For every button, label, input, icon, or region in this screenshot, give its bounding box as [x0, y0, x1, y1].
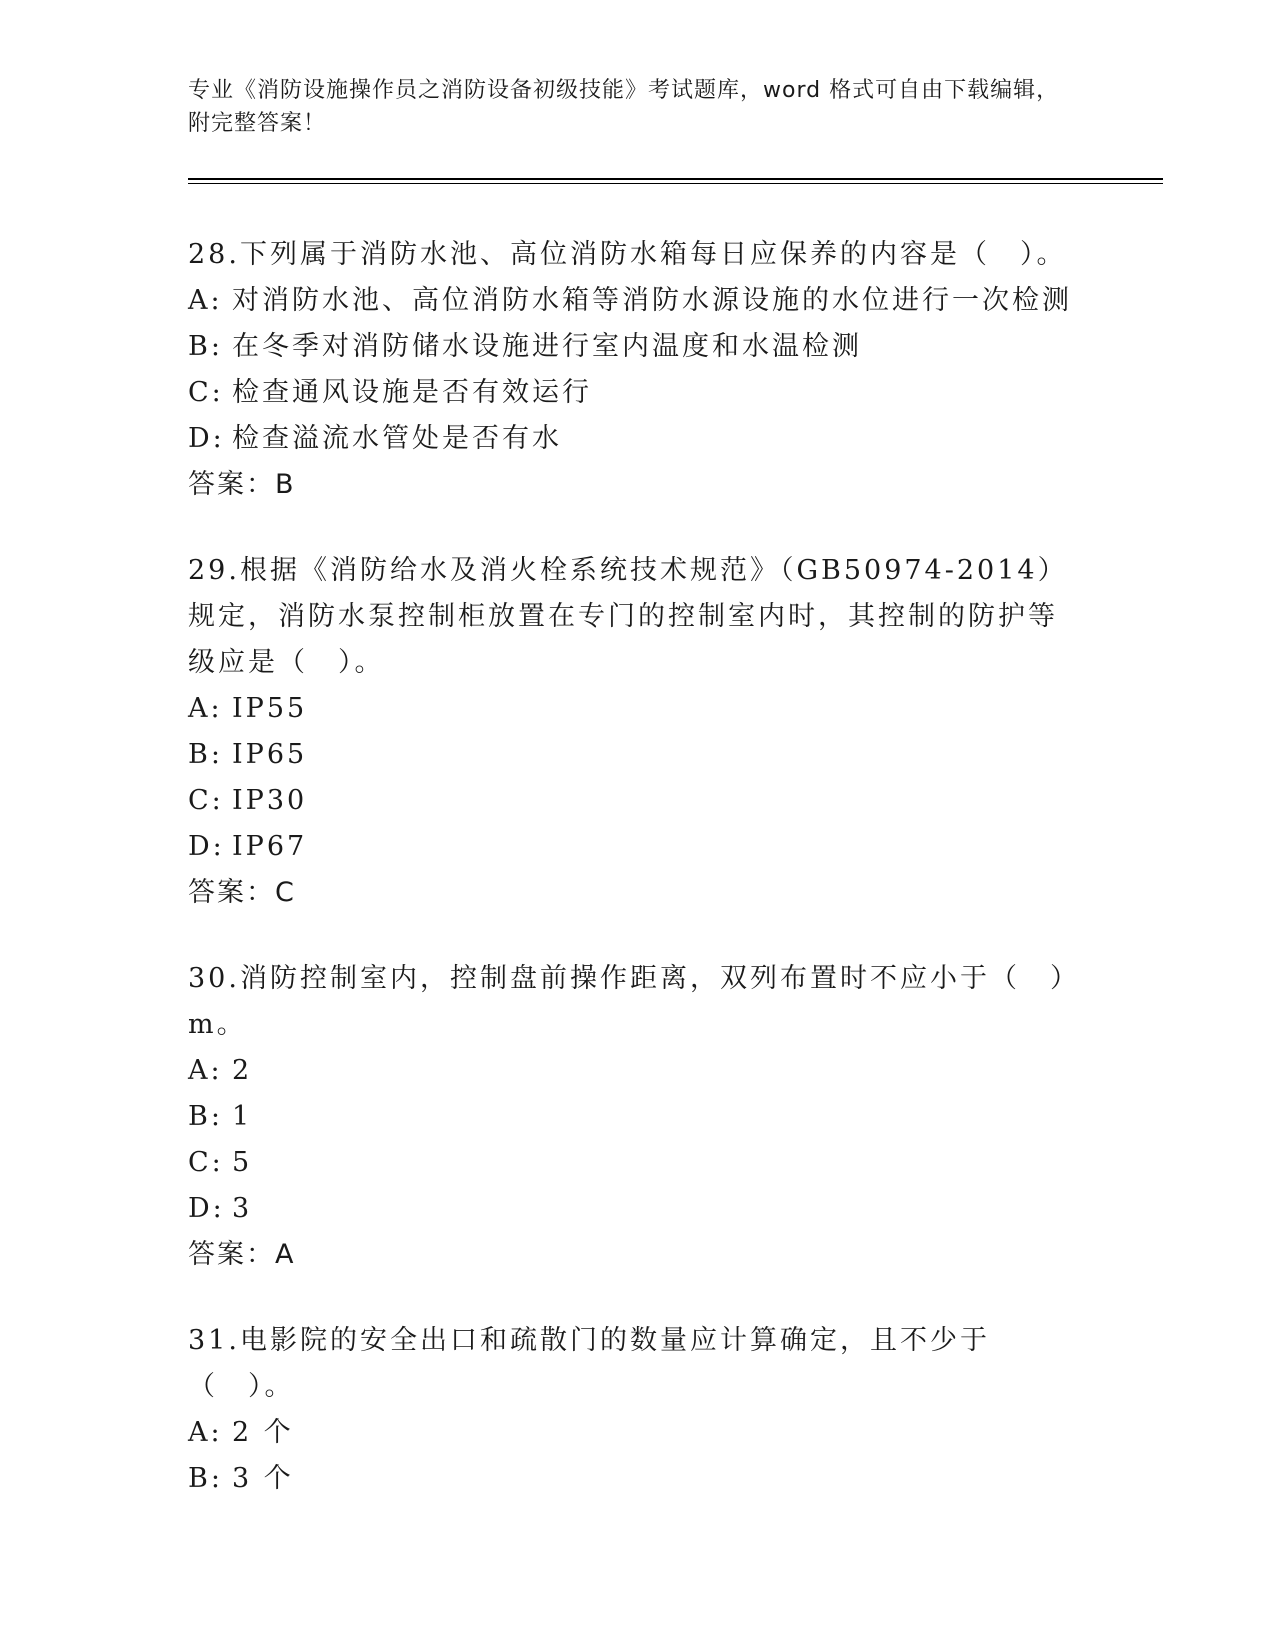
option-letter: A: — [188, 1055, 223, 1086]
option-text: IP30 — [232, 785, 308, 816]
option-text: 1 — [232, 1101, 253, 1132]
option-text: IP67 — [232, 831, 308, 862]
question-list — [188, 232, 1072, 1542]
option-text: 2 个 — [232, 1417, 294, 1448]
option-c — [188, 778, 1068, 824]
header-rule-thick — [188, 178, 1163, 180]
option-letter: A: — [188, 1417, 223, 1448]
option-letter: A: — [188, 693, 223, 724]
option-letter: B: — [188, 331, 223, 362]
option-letter: B: — [188, 1101, 223, 1132]
option-b — [188, 1456, 1068, 1502]
question-31 — [188, 1318, 1068, 1502]
option-letter: B: — [188, 1463, 223, 1494]
option-d — [188, 1186, 1068, 1232]
answer-label: 答案：B — [188, 469, 296, 500]
question-stem: 29.根据《消防给水及消火栓系统技术规范》（GB50974-2014）规定，消防水泵控制柜放置在专门的控制室内时，其控制的防护等级应是（ ）。 — [188, 555, 1068, 678]
option-a — [188, 278, 1072, 324]
question-30 — [188, 956, 1068, 1278]
option-letter: A: — [188, 285, 223, 316]
option-c — [188, 370, 1068, 416]
option-b — [188, 1094, 1068, 1140]
option-letter: D: — [188, 423, 225, 454]
option-letter: C: — [188, 377, 224, 408]
option-letter: D: — [188, 1193, 225, 1224]
option-d — [188, 824, 1068, 870]
option-text: IP65 — [232, 739, 308, 770]
option-text: 检查溢流水管处是否有水 — [232, 423, 562, 454]
option-text: IP55 — [232, 693, 308, 724]
option-text: 3 个 — [232, 1463, 294, 1494]
question-29 — [188, 548, 1068, 916]
option-letter: D: — [188, 831, 225, 862]
option-letter: C: — [188, 1147, 224, 1178]
answer-label: 答案：A — [188, 1239, 296, 1270]
option-letter: B: — [188, 739, 223, 770]
option-text: 3 — [232, 1193, 253, 1224]
option-text: 检查通风设施是否有效运行 — [232, 377, 592, 408]
option-a — [188, 1048, 1068, 1094]
option-text: 5 — [232, 1147, 253, 1178]
header-rule-thin — [188, 183, 1163, 184]
option-c — [188, 1140, 1068, 1186]
option-letter: C: — [188, 785, 224, 816]
document-header: 专业《消防设施操作员之消防设备初级技能》考试题库，word 格式可自由下载编辑，附完整答案！ — [188, 78, 1060, 136]
answer-label: 答案：C — [188, 877, 296, 908]
option-text: 2 — [232, 1055, 253, 1086]
option-text: 在冬季对消防储水设施进行室内温度和水温检测 — [232, 331, 862, 362]
question-28 — [188, 232, 1072, 508]
option-d — [188, 416, 1068, 462]
question-stem: 30.消防控制室内，控制盘前操作距离，双列布置时不应小于（ ）m。 — [188, 963, 1067, 1040]
option-a — [188, 686, 1068, 732]
question-stem: 28.下列属于消防水池、高位消防水箱每日应保养的内容是（ ）。 — [188, 239, 1067, 270]
option-b — [188, 324, 1068, 370]
option-b — [188, 732, 1068, 778]
option-a — [188, 1410, 1068, 1456]
option-text: 对消防水池、高位消防水箱等消防水源设施的水位进行一次检测 — [232, 285, 1072, 316]
question-stem: 31.电影院的安全出口和疏散门的数量应计算确定，且不少于（ ）。 — [188, 1325, 990, 1402]
